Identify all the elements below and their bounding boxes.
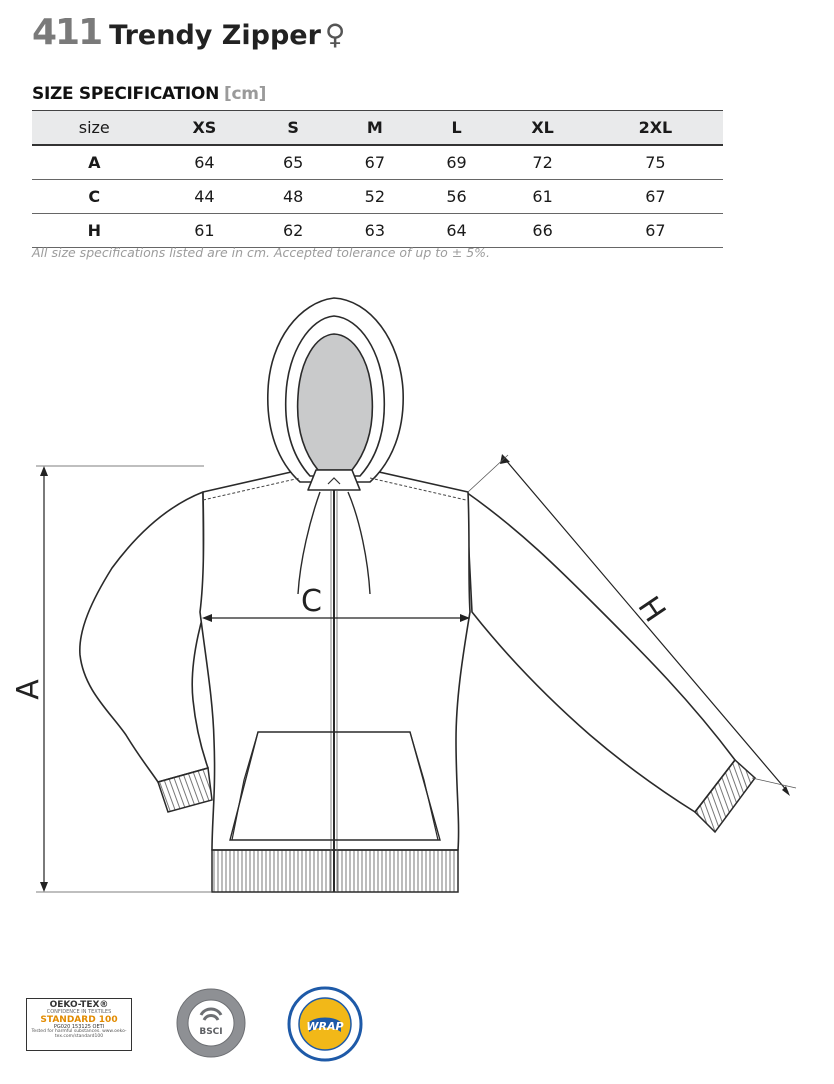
oeko-line4: PG020 153125 OETI bbox=[53, 1024, 105, 1031]
table-cell: 66 bbox=[532, 221, 553, 240]
table-cell: 67 bbox=[645, 187, 666, 206]
dimension-label-a: A bbox=[10, 679, 46, 700]
size-table-header bbox=[32, 111, 723, 146]
table-cell: 75 bbox=[645, 153, 666, 172]
table-row bbox=[32, 214, 723, 248]
table-cell: 64 bbox=[446, 221, 467, 240]
tolerance-note: All size specifications listed are in cm. Accepted tolerance of up to ± 5%. bbox=[32, 245, 491, 260]
table-cell: 72 bbox=[532, 153, 553, 172]
table-cell: 61 bbox=[194, 221, 215, 240]
size-table bbox=[32, 110, 723, 248]
hoodie-diagram bbox=[0, 260, 834, 980]
table-cell: 69 bbox=[446, 153, 467, 172]
table-cell: 65 bbox=[282, 153, 304, 172]
product-number: 411 bbox=[32, 12, 102, 53]
table-cell: 63 bbox=[364, 221, 386, 240]
bsci-logo bbox=[175, 987, 247, 1059]
row-label: A bbox=[88, 153, 101, 172]
table-cell: 48 bbox=[282, 187, 304, 206]
bsci-text: BSCI bbox=[199, 1027, 223, 1037]
product-name: Trendy Zipper bbox=[109, 20, 321, 51]
female-icon: ♀ bbox=[324, 18, 346, 51]
header-cell: L bbox=[451, 118, 462, 137]
oeko-tex-logo bbox=[26, 998, 132, 1051]
dimension-label-h: H bbox=[630, 590, 673, 629]
table-cell: 61 bbox=[532, 187, 553, 206]
row-label: C bbox=[88, 187, 101, 206]
header-cell: XL bbox=[531, 118, 554, 137]
size-spec-unit: [cm] bbox=[224, 84, 267, 104]
header-cell: M bbox=[366, 118, 383, 137]
table-row bbox=[32, 145, 723, 180]
oeko-line5: Tested for harmful substances. www.oeko-tex.com/standard100 bbox=[31, 1029, 127, 1040]
header-cell: XS bbox=[192, 118, 217, 137]
table-cell: 56 bbox=[446, 187, 467, 206]
size-spec-heading bbox=[32, 84, 266, 104]
table-cell: 52 bbox=[364, 187, 386, 206]
dimension-label-c: C bbox=[301, 584, 322, 619]
wrap-text: WRAP bbox=[306, 1020, 344, 1033]
product-title bbox=[32, 12, 345, 53]
header-cell: S bbox=[287, 118, 299, 137]
oeko-line2: CONFIDENCE IN TEXTILES bbox=[46, 1009, 112, 1016]
header-cell: size bbox=[78, 118, 110, 137]
oeko-line1: OEKO-TEX® bbox=[49, 1000, 109, 1010]
table-cell: 67 bbox=[645, 221, 666, 240]
size-spec-title: SIZE SPECIFICATION bbox=[32, 84, 219, 104]
table-cell: 62 bbox=[282, 221, 304, 240]
table-cell: 44 bbox=[194, 187, 215, 206]
row-label: H bbox=[87, 221, 101, 240]
table-row bbox=[32, 180, 723, 214]
hoodie-outline bbox=[80, 298, 735, 850]
wrap-logo bbox=[287, 986, 363, 1062]
header-cell: 2XL bbox=[638, 118, 673, 137]
table-cell: 64 bbox=[194, 153, 215, 172]
table-cell: 67 bbox=[364, 153, 386, 172]
oeko-line3: STANDARD 100 bbox=[40, 1014, 118, 1025]
